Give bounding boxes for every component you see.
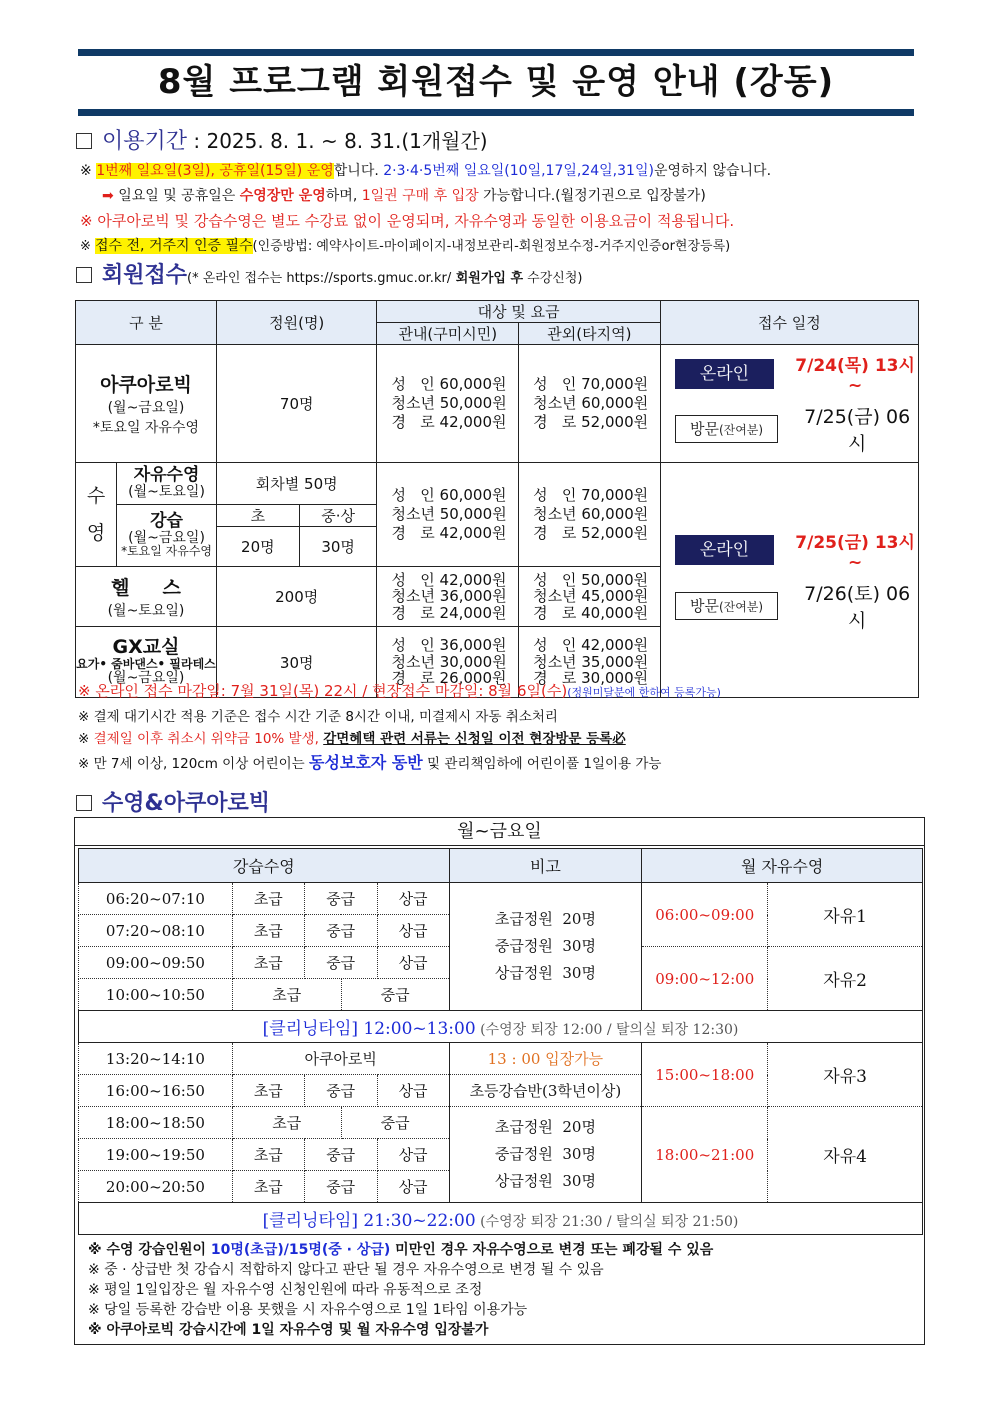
cleaning-time-row: [클리닝타임] 21:30~22:00 (수영장 퇴장 21:30 / 탈의실 퇴장 21:50): [79, 1203, 923, 1235]
checkbox-icon: [76, 267, 92, 283]
visit-button[interactable]: 방문(잔여분): [675, 415, 779, 443]
table-row: 20:00~20:50 초급 중급 상급: [79, 1171, 923, 1203]
swim-note-1: ※ 수영 강습인원이 10명(초급)/15명(중 · 상급) 미만인 경우 자유수영으로 변경 또는 폐강될 수 있음: [88, 1242, 714, 1258]
period-note-4: ※ 접수 전, 거주지 인증 필수(인증방법: 예약사이트-마이페이지-내정보관리-회원정보수정-거주지인증or현장등록): [80, 238, 731, 254]
period-heading: 이용기간 : 2025. 8. 1. ~ 8. 31.(1개월간): [76, 124, 488, 155]
nonresident-fees: 성 인 70,000원 청소년 60,000원 경 로 52,000원: [519, 345, 661, 463]
table-row: 09:00~09:50 초급 중급 상급 09:00~12:00 자유2: [79, 947, 923, 979]
period-note-3: ※ 아쿠아로빅 및 강습수영은 별도 수강료 없이 운영되며, 자유수영과 동일한 이용요금이 적용됩니다.: [80, 212, 735, 230]
resident-fees: 성 인 42,000원 청소년 36,000원 경 로 24,000원: [377, 567, 519, 627]
table-row: 10:00~10:50 초급 중급: [79, 979, 923, 1011]
online-button[interactable]: 온라인: [675, 535, 775, 565]
table-row-aquarobics: 아쿠아로빅 (월~금요일) *토요일 자유수영 70명 성 인 60,000원 청소년 50,000원 경 로 42,000원 성 인 70,000원 청소년 60,000원 경 로 52,000원 온라인 7/24(목) 13시~ 방문(잔여분) 7/25(금) 06시: [76, 345, 919, 463]
checkbox-icon: [76, 133, 92, 149]
header-monthly-free: 월 자유수영: [642, 849, 923, 883]
nonresident-fees: 성 인 42,000원 청소년 35,000원 경 로 30,000원: [519, 627, 661, 698]
table-row: 19:00~19:50 초급 중급 상급: [79, 1139, 923, 1171]
arrow-right-icon: ➡: [102, 188, 119, 204]
period-label: 이용기간: [102, 129, 188, 154]
table-row-gx: GX교실 요가• 줌바댄스• 필라테스 (월~금요일) 30명 성 인 36,000원 청소년 30,000원 경 로 26,000원 성 인 42,000원 청소년 35,000원 경 로 30,000원: [76, 627, 919, 698]
swim-note-5: ※ 아쿠아로빅 강습시간에 1일 자유수영 및 월 자유수영 입장불가: [88, 1322, 489, 1338]
table-row: 16:00~16:50 초급 중급 상급 초등강습반(3학년이상): [79, 1075, 923, 1107]
period-value: 2025. 8. 1. ~ 8. 31.(1개월간): [206, 129, 488, 153]
resident-fees: 성 인 60,000원 청소년 50,000원 경 로 42,000원: [377, 463, 519, 567]
header-resident: 관내(구미시민): [377, 323, 519, 345]
registration-note-1: ※ 온라인 접수 마감일: 7월 31일(목) 22시 / 현장접수 마감일: 8월 6일(수)(정원미달분에 한하여 등록가능): [78, 682, 721, 700]
period-note-1: ※ 1번째 일요일(3일), 공휴일(15일) 운영합니다. 2·3·4·5번째 일요일(10일,17일,24일,31일)운영하지 않습니다.: [80, 163, 772, 179]
title-bar-bottom: [78, 109, 914, 116]
registration-note-2: ※ 결제 대기시간 적용 기준은 접수 시간 기준 8시간 이내, 미결제시 자동 취소처리: [78, 709, 558, 725]
table-row: 18:00~18:50 초급 중급 초급정원 20명 중급정원 30명 상급정원 30명 18:00~21:00 자유4: [79, 1107, 923, 1139]
header-capacity: 정원(명): [216, 301, 377, 345]
swim-note-2: ※ 중 · 상급반 첫 강습시 적합하지 않다고 판단 될 경우 자유수영으로 변경 될 수 있음: [88, 1262, 604, 1278]
highlight-operating-days: 1번째 일요일(3일), 공휴일(15일) 운영: [96, 163, 334, 179]
registration-url[interactable]: https://sports.gmuc.or.kr/: [286, 271, 452, 286]
table-row: 06:20~07:10 초급 중급 상급 초급정원 20명 중급정원 30명 상급정원 30명 06:00~09:00 자유1: [79, 883, 923, 915]
title-banner: [78, 49, 914, 116]
checkbox-icon: [76, 795, 92, 811]
period-note-2: ➡ 일요일 및 공휴일은 수영장만 운영하며, 1일권 구매 후 입장 가능합니다.(월정기권으로 입장불가): [102, 188, 706, 204]
resident-fees: 성 인 36,000원 청소년 30,000원 경 로 26,000원: [377, 627, 519, 698]
schedule-cell-2: 온라인 7/25(금) 13시~ 방문(잔여분) 7/26(토) 06시: [660, 463, 918, 698]
registration-note-3: ※ 결제일 이후 취소시 위약금 10% 발생, 감면혜택 관련 서류는 신청일 이전 현장방문 등록必: [78, 731, 626, 747]
swim-notes: [88, 1240, 713, 1340]
header-nonresident: 관외(타지역): [519, 323, 661, 345]
header-fee-group: 대상 및 요금: [377, 301, 660, 323]
visit-button[interactable]: 방문(잔여분): [675, 592, 779, 620]
swim-note-4: ※ 당일 등록한 강습반 이용 못했을 시 자유수영으로 1일 1타임 이용가능: [88, 1302, 528, 1318]
header-lesson: 강습수영: [79, 849, 450, 883]
table-row: 13:20~14:10 아쿠아로빅 13 : 00 입장가능 15:00~18:00 자유3: [79, 1043, 923, 1075]
highlight-residence-auth: 접수 전, 거주지 인증 필수: [95, 238, 253, 254]
table-row-lesson-capacity: 20명 30명: [76, 527, 919, 567]
registration-heading: 회원접수(* 온라인 접수는 https://sports.gmuc.or.kr/ 회원가입 후 수강신청): [76, 258, 582, 289]
registration-table: [75, 300, 919, 698]
swim-table-title: 월~금요일: [75, 818, 924, 846]
table-row-free-swim: 수 영 자유수영 (월~토요일) 회차별 50명 성 인 60,000원 청소년 50,000원 경 로 42,000원 성 인 70,000원 청소년 60,000원 경 로 52,000원 온라인 7/25(금) 13시~ 방문(잔여분) 7/26(토) 06시: [76, 463, 919, 505]
swim-heading: 수영&아쿠아로빅: [76, 786, 270, 817]
page-title: 8월 프로그램 회원접수 및 운영 안내 (강동): [157, 62, 835, 102]
cleaning-time-row: [클리닝타임] 12:00~13:00 (수영장 퇴장 12:00 / 탈의실 퇴장 12:30): [79, 1011, 923, 1043]
swim-header-row: [79, 849, 923, 883]
header-note: 비고: [449, 849, 642, 883]
registration-note-4: ※ 만 7세 이상, 120cm 이상 어린이는 동성보호자 동반 및 관리책임하에 어린이풀 1일이용 가능: [78, 753, 662, 772]
nonresident-fees: 성 인 70,000원 청소년 60,000원 경 로 52,000원: [519, 463, 661, 567]
table-row-health: 헬 스 (월~토요일) 200명 성 인 42,000원 청소년 36,000원 경 로 24,000원 성 인 50,000원 청소년 45,000원 경 로 40,000원: [76, 567, 919, 627]
swim-note-3: ※ 평일 1일입장은 월 자유수영 신청인원에 따라 유동적으로 조정: [88, 1282, 483, 1298]
resident-fees: 성 인 60,000원 청소년 50,000원 경 로 42,000원: [377, 345, 519, 463]
table-row-lesson-levels: 강습 (월~금요일) *토요일 자유수영 초 중·상: [76, 505, 919, 527]
title-bar-top: [78, 49, 914, 56]
schedule-cell-1: 온라인 7/24(목) 13시~ 방문(잔여분) 7/25(금) 06시: [660, 345, 918, 463]
header-schedule: 접수 일정: [660, 301, 918, 345]
table-row: 07:20~08:10 초급 중급 상급: [79, 915, 923, 947]
online-button[interactable]: 온라인: [675, 359, 775, 389]
header-category: 구 분: [76, 301, 217, 345]
nonresident-fees: 성 인 50,000원 청소년 45,000원 경 로 40,000원: [519, 567, 661, 627]
swim-group-label: 수 영: [76, 463, 117, 567]
